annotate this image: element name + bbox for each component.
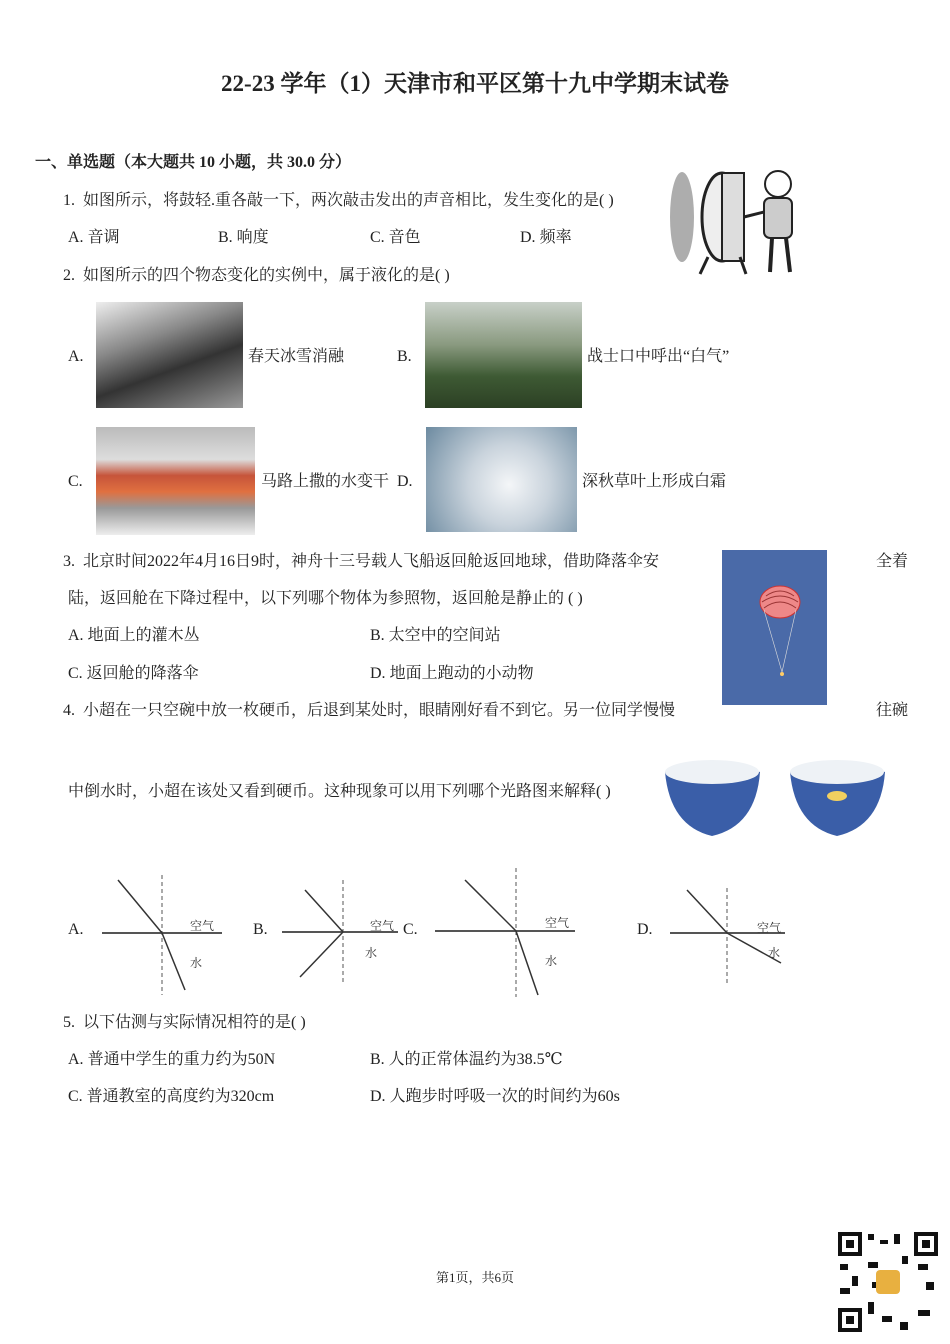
diagram-c-label: C. [403,921,418,938]
option-c: C. 普通教室的高度约为320cm [68,1088,275,1105]
svg-text:空气: 空气 [190,919,215,933]
option-b: B. 太空中的空间站 [370,627,501,644]
option-d: D. 地面上跑动的小动物 [370,665,534,682]
water-truck-photo [96,427,255,535]
svg-text:水: 水 [545,954,558,968]
option-c: C. 音色 [370,229,421,246]
svg-text:水: 水 [365,946,378,960]
option-b: B. 响度 [218,229,269,246]
option-d-text: 深秋草叶上形成白霜 [582,473,727,490]
option-b-label: B. [397,348,412,365]
option-b: B. 人的正常体温约为38.5℃ [370,1051,563,1068]
qr-code[interactable] [838,1232,938,1332]
question-4: 4. 小超在一只空碗中放一枚硬币，后退到某处时，眼睛刚好看不到它。另一位同学慢慢 [63,702,676,719]
svg-text:水: 水 [768,946,781,960]
diagram-a-label: A. [68,921,84,938]
question-text: 北京时间2022年4月16日9时，神舟十三号载人飞船返回舱返回地球，借助降落伞安 [83,553,660,570]
light-path-diagram-d [665,885,795,985]
option-c-text: 马路上撒的水变干 [261,473,390,490]
question-text: 如图所示的四个物态变化的实例中，属于液化的是( ) [83,267,450,284]
light-path-diagram-b [280,875,405,985]
bowls-photo [660,756,895,842]
question-text-tail: 全着 [876,553,909,570]
option-a-label: A. [68,348,84,365]
page-title: 22-23 学年（1）天津市和平区第十九中学期末试卷 [221,71,729,96]
section-heading: 一、单选题（本大题共 10 小题，共 30.0 分） [35,154,352,171]
option-d: D. 人跑步时呼吸一次的时间约为60s [370,1088,620,1105]
frost-leaves-photo [426,427,577,532]
diagram-d-label: D. [637,921,653,938]
light-path-diagram-a [100,870,230,1000]
question-1 [63,191,614,211]
ice-melting-photo [96,302,243,408]
option-c-label: C. [68,473,83,490]
question-text-line2: 陆，返回舱在下降过程中，以下列哪个物体为参照物，返回舱是静止的 ( ) [68,590,583,607]
option-c: C. 返回舱的降落伞 [68,665,199,682]
svg-text:空气: 空气 [545,916,570,930]
option-a: A. 地面上的灌木丛 [68,627,200,644]
option-d: D. 频率 [520,229,572,246]
option-a-text: 春天冰雪消融 [248,348,345,365]
question-text: 如图所示，将鼓轻.重各敲一下，两次敲击发出的声音相比，发生变化的是( ) [83,192,614,209]
option-b-text: 战士口中呼出“白气” [587,348,730,365]
question-5: 5. 以下估测与实际情况相符的是( ) [63,1014,306,1031]
parachute-photo [722,550,827,705]
question-text-line2: 中倒水时，小超在该处又看到硬币。这种现象可以用下列哪个光路图来解释( ) [68,783,611,800]
drum-boy-illustration [660,162,810,277]
question-number: 1. [63,192,75,209]
option-d-label: D. [397,473,413,490]
svg-text:空气: 空气 [757,921,782,935]
option-a: A. 音调 [68,229,120,246]
question-2: 2. 如图所示的四个物态变化的实例中，属于液化的是( ) [63,267,450,284]
question-text: 以下估测与实际情况相符的是( ) [83,1014,306,1031]
option-a: A. 普通中学生的重力约为50N [68,1051,276,1068]
question-3: 3. 北京时间2022年4月16日9时，神舟十三号载人飞船返回舱返回地球，借助降落伞安 [63,553,660,570]
diagram-b-label: B. [253,921,268,938]
svg-text:水: 水 [190,956,203,970]
question-text: 小超在一只空碗中放一枚硬币，后退到某处时，眼睛刚好看不到它。另一位同学慢慢 [83,702,676,719]
page-footer: 第1页，共6页 [435,1270,514,1285]
soldiers-breath-photo [425,302,582,408]
light-path-diagram-c [430,865,580,1000]
svg-text:空气: 空气 [370,919,395,933]
question-text-tail: 往碗 [876,702,909,719]
